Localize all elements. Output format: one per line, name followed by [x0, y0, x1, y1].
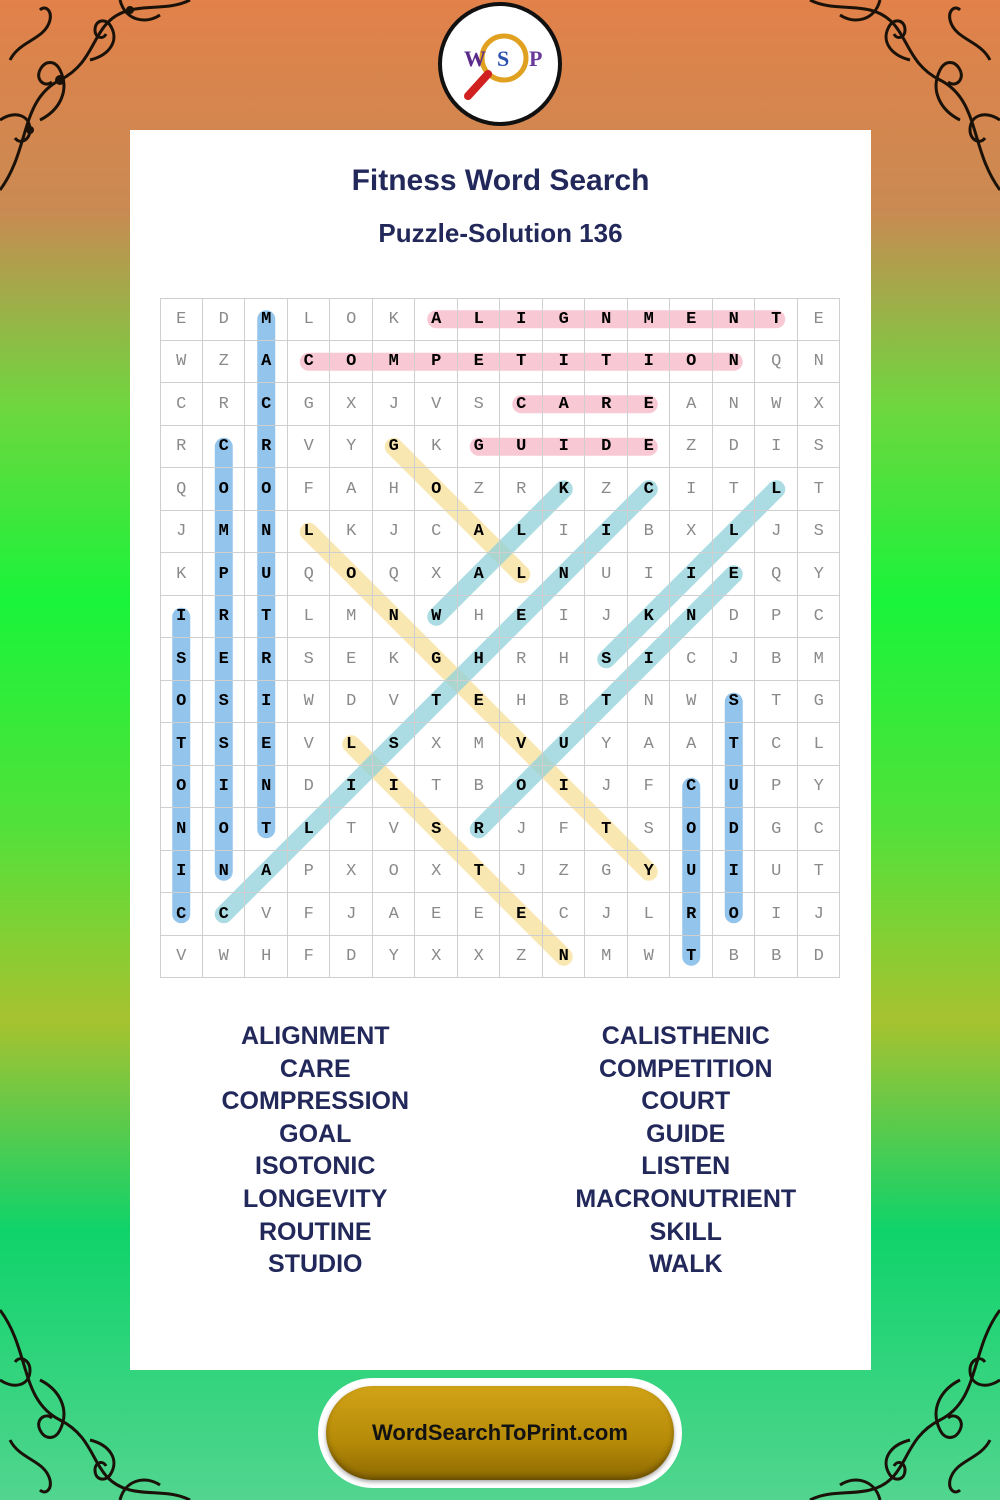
grid-cell[interactable]: D [203, 298, 246, 341]
grid-cell[interactable]: Y [373, 936, 416, 979]
grid-cell[interactable]: T [458, 851, 501, 894]
grid-cell[interactable]: X [330, 383, 373, 426]
grid-cell[interactable]: T [713, 468, 756, 511]
grid-cell[interactable]: X [415, 851, 458, 894]
grid-cell[interactable]: V [415, 383, 458, 426]
word-list-item: GUIDE [646, 1119, 726, 1148]
grid-cell[interactable]: J [330, 893, 373, 936]
word-list-item: COMPRESSION [221, 1087, 410, 1116]
grid-cell[interactable]: U [500, 426, 543, 469]
word-list-item: GOAL [279, 1119, 352, 1148]
grid-cell[interactable]: A [628, 723, 671, 766]
grid-cell[interactable]: N [245, 766, 288, 809]
grid-cell[interactable]: E [500, 596, 543, 639]
grid-cell[interactable]: H [245, 936, 288, 979]
page-title: Fitness Word Search [351, 164, 650, 197]
grid-cell[interactable]: O [500, 766, 543, 809]
grid-cell[interactable]: S [288, 638, 331, 681]
site-logo[interactable] [438, 2, 562, 126]
grid-cell[interactable]: C [288, 341, 331, 384]
grid-cell[interactable]: F [628, 766, 671, 809]
grid-cell[interactable]: N [798, 341, 841, 384]
grid-cell[interactable]: T [415, 766, 458, 809]
grid-cell[interactable]: W [288, 681, 331, 724]
grid-cell[interactable]: C [543, 893, 586, 936]
grid-cell[interactable]: T [713, 723, 756, 766]
grid-cell[interactable]: N [713, 341, 756, 384]
grid-cell[interactable]: I [628, 638, 671, 681]
grid-cell[interactable]: G [585, 851, 628, 894]
grid-cell[interactable]: B [755, 936, 798, 979]
grid-cell[interactable]: G [543, 298, 586, 341]
grid-cell[interactable]: E [500, 893, 543, 936]
grid-cell[interactable]: M [585, 936, 628, 979]
grid-cell[interactable]: D [330, 681, 373, 724]
word-list [130, 1020, 871, 1281]
grid-cell[interactable]: R [203, 383, 246, 426]
grid-cell[interactable]: J [585, 766, 628, 809]
grid-cell[interactable]: V [373, 681, 416, 724]
grid-cell[interactable]: O [670, 341, 713, 384]
grid-cell[interactable]: W [755, 383, 798, 426]
grid-cell[interactable]: I [585, 511, 628, 554]
page-subtitle: Puzzle-Solution 136 [378, 218, 623, 248]
grid-cell[interactable]: C [798, 808, 841, 851]
grid-cell[interactable]: Z [543, 851, 586, 894]
grid-cell[interactable]: B [543, 681, 586, 724]
grid-cell[interactable]: P [755, 766, 798, 809]
grid-cell[interactable]: V [245, 893, 288, 936]
grid-cell[interactable]: I [160, 596, 203, 639]
grid-cell[interactable]: A [458, 553, 501, 596]
grid-cell[interactable]: N [713, 298, 756, 341]
grid-cell[interactable]: U [670, 851, 713, 894]
grid-cell[interactable]: I [245, 681, 288, 724]
grid-cell[interactable]: W [415, 596, 458, 639]
grid-cell[interactable]: G [415, 638, 458, 681]
grid-cell[interactable]: L [500, 553, 543, 596]
grid-cell[interactable]: K [628, 596, 671, 639]
grid-cell[interactable]: Z [670, 426, 713, 469]
word-list-item: LONGEVITY [243, 1184, 388, 1213]
grid-cell[interactable]: T [585, 808, 628, 851]
grid-cell[interactable]: E [628, 426, 671, 469]
grid-cell[interactable]: I [543, 426, 586, 469]
grid-cell[interactable]: O [160, 681, 203, 724]
grid-cell[interactable]: O [713, 893, 756, 936]
grid-cell[interactable]: D [713, 808, 756, 851]
grid-cell[interactable]: C [245, 383, 288, 426]
grid-cell[interactable]: O [415, 468, 458, 511]
grid-cell[interactable]: B [628, 511, 671, 554]
grid-cell[interactable]: R [585, 383, 628, 426]
grid-cell[interactable]: C [670, 766, 713, 809]
grid-cell[interactable]: G [288, 383, 331, 426]
grid-cell[interactable]: H [373, 468, 416, 511]
grid-cell[interactable]: E [160, 298, 203, 341]
grid-cell[interactable]: A [330, 468, 373, 511]
grid-cell[interactable]: R [500, 468, 543, 511]
word-list-item: CALISTHENIC [601, 1022, 770, 1050]
grid-cell[interactable]: T [755, 681, 798, 724]
grid-cell[interactable]: F [288, 936, 331, 979]
grid-cell[interactable]: B [458, 766, 501, 809]
grid-cell[interactable]: M [458, 723, 501, 766]
grid-cell[interactable]: U [543, 723, 586, 766]
word-list-item: WALK [648, 1250, 723, 1279]
grid-cell[interactable]: A [543, 383, 586, 426]
grid-cell[interactable]: R [458, 808, 501, 851]
grid-cell[interactable]: C [628, 468, 671, 511]
grid-cell[interactable]: O [160, 766, 203, 809]
logo-letter-s: S [497, 46, 510, 71]
grid-cell[interactable]: D [713, 426, 756, 469]
grid-cell[interactable]: E [415, 893, 458, 936]
grid-cell[interactable]: J [160, 511, 203, 554]
grid-cell[interactable]: I [543, 766, 586, 809]
grid-cell[interactable]: I [330, 766, 373, 809]
logo-letter-w: W [464, 46, 486, 71]
grid-cell[interactable]: I [500, 298, 543, 341]
grid-cell[interactable]: L [458, 298, 501, 341]
grid-cell[interactable]: Q [160, 468, 203, 511]
puzzle-card [130, 130, 871, 1370]
grid-cell[interactable]: I [755, 893, 798, 936]
grid-cell[interactable]: T [330, 808, 373, 851]
grid-cell[interactable]: K [415, 426, 458, 469]
grid-cell[interactable]: H [458, 596, 501, 639]
word-list-item: STUDIO [268, 1250, 363, 1279]
grid-cell[interactable]: I [670, 553, 713, 596]
grid-cell[interactable]: K [330, 511, 373, 554]
grid-cell[interactable]: P [288, 851, 331, 894]
grid-cell[interactable]: F [288, 893, 331, 936]
grid-cell[interactable]: C [798, 596, 841, 639]
grid-cell[interactable]: L [500, 511, 543, 554]
grid-cell[interactable]: K [543, 468, 586, 511]
grid-cell[interactable]: I [543, 341, 586, 384]
grid-cell[interactable]: R [245, 426, 288, 469]
grid-cell[interactable]: I [713, 851, 756, 894]
grid-cell[interactable]: T [798, 468, 841, 511]
grid-cell[interactable]: N [160, 808, 203, 851]
grid-cell[interactable]: S [160, 638, 203, 681]
grid-cell[interactable]: E [713, 553, 756, 596]
grid-cell[interactable]: X [415, 553, 458, 596]
grid-cell[interactable]: X [330, 851, 373, 894]
grid-cell[interactable]: V [160, 936, 203, 979]
grid-cell[interactable]: X [415, 936, 458, 979]
grid-cell[interactable]: T [585, 681, 628, 724]
grid-cell[interactable]: R [203, 596, 246, 639]
grid-cell[interactable]: E [203, 638, 246, 681]
grid-cell[interactable]: C [415, 511, 458, 554]
grid-cell[interactable]: J [585, 893, 628, 936]
grid-cell[interactable]: O [670, 808, 713, 851]
grid-cell[interactable]: E [670, 298, 713, 341]
grid-cell[interactable]: X [415, 723, 458, 766]
word-list-item: LISTEN [641, 1152, 731, 1181]
grid-cell[interactable]: I [670, 468, 713, 511]
grid-cell[interactable]: X [670, 511, 713, 554]
grid-cell[interactable]: E [458, 341, 501, 384]
word-list-item: COMPETITION [598, 1054, 773, 1083]
grid-cell[interactable]: Z [203, 341, 246, 384]
grid-cell[interactable]: B [755, 638, 798, 681]
grid-cell[interactable]: M [203, 511, 246, 554]
grid-cell[interactable]: Q [288, 553, 331, 596]
grid-cell[interactable]: E [798, 298, 841, 341]
grid-cell[interactable]: Z [585, 468, 628, 511]
grid-cell[interactable]: L [628, 893, 671, 936]
grid-cell[interactable]: S [415, 808, 458, 851]
grid-cell[interactable]: Y [798, 553, 841, 596]
grid-cell[interactable]: M [373, 341, 416, 384]
grid-cell[interactable]: J [500, 851, 543, 894]
word-list-item: CARE [279, 1054, 351, 1083]
grid-cell[interactable]: O [203, 808, 246, 851]
grid-cell[interactable]: O [330, 298, 373, 341]
grid-cell[interactable]: S [203, 681, 246, 724]
grid-cell[interactable]: S [798, 511, 841, 554]
grid-cell[interactable]: A [415, 298, 458, 341]
word-search-grid [160, 298, 840, 978]
grid-cell[interactable]: Y [628, 851, 671, 894]
grid-cell[interactable]: N [628, 681, 671, 724]
grid-cell[interactable]: G [755, 808, 798, 851]
grid-cell[interactable]: L [288, 808, 331, 851]
grid-cell[interactable]: G [373, 426, 416, 469]
grid-cell[interactable]: E [330, 638, 373, 681]
grid-cell[interactable]: S [713, 681, 756, 724]
grid-cell[interactable]: N [585, 298, 628, 341]
grid-cell[interactable]: N [670, 596, 713, 639]
grid-cell[interactable]: S [203, 723, 246, 766]
grid-cell[interactable]: V [373, 808, 416, 851]
grid-cell[interactable]: B [713, 936, 756, 979]
website-label: WordSearchToPrint.com [372, 1420, 628, 1445]
grid-cell[interactable]: Z [458, 468, 501, 511]
grid-cell[interactable]: Q [755, 553, 798, 596]
grid-cell[interactable]: J [373, 511, 416, 554]
word-list-item: ROUTINE [259, 1217, 372, 1246]
grid-cell[interactable]: A [670, 383, 713, 426]
grid-cell[interactable]: C [203, 426, 246, 469]
grid-cell[interactable]: M [798, 638, 841, 681]
word-list-item: MACRONUTRIENT [575, 1184, 797, 1213]
grid-cell[interactable]: R [670, 893, 713, 936]
grid-cell[interactable]: T [500, 341, 543, 384]
grid-cell[interactable]: D [585, 426, 628, 469]
grid-cell[interactable]: V [288, 426, 331, 469]
grid-cell[interactable]: C [500, 383, 543, 426]
grid-cell[interactable]: N [713, 383, 756, 426]
grid-cell[interactable]: I [373, 766, 416, 809]
grid-cell[interactable]: Y [330, 426, 373, 469]
website-button[interactable] [318, 1378, 682, 1488]
word-list-right [501, 1020, 872, 1281]
grid-cell[interactable]: E [458, 681, 501, 724]
grid-cell[interactable]: L [798, 723, 841, 766]
grid-cell[interactable]: G [798, 681, 841, 724]
grid-cell[interactable]: A [373, 893, 416, 936]
grid-cell[interactable]: C [755, 723, 798, 766]
grid-cell[interactable]: T [415, 681, 458, 724]
grid-cell[interactable]: L [288, 511, 331, 554]
grid-cell[interactable]: J [585, 596, 628, 639]
grid-cell[interactable]: D [288, 766, 331, 809]
grid-cell[interactable]: L [755, 468, 798, 511]
grid-cell[interactable]: H [543, 638, 586, 681]
grid-cell[interactable]: C [670, 638, 713, 681]
grid-cell[interactable]: T [798, 851, 841, 894]
grid-cell[interactable]: A [458, 511, 501, 554]
grid-cell[interactable]: T [245, 808, 288, 851]
grid-cell[interactable]: K [373, 638, 416, 681]
grid-cell[interactable]: Z [500, 936, 543, 979]
grid-cell[interactable]: X [798, 383, 841, 426]
grid-cell[interactable]: P [755, 596, 798, 639]
grid-cell[interactable]: F [543, 808, 586, 851]
grid-cell[interactable]: L [288, 298, 331, 341]
grid-cell[interactable]: O [330, 341, 373, 384]
grid-cell[interactable]: T [670, 936, 713, 979]
grid-cell[interactable]: D [713, 596, 756, 639]
magnifier-logo-icon [442, 6, 558, 122]
grid-cell[interactable]: J [798, 893, 841, 936]
grid-cell[interactable]: R [245, 638, 288, 681]
grid-cell[interactable]: A [670, 723, 713, 766]
grid-cell[interactable]: A [245, 341, 288, 384]
grid-cell[interactable]: U [245, 553, 288, 596]
word-list-item: ALIGNMENT [240, 1022, 390, 1050]
grid-cell[interactable]: H [458, 638, 501, 681]
grid-cell[interactable]: I [160, 851, 203, 894]
grid-cell[interactable]: E [628, 383, 671, 426]
grid-cell[interactable]: H [500, 681, 543, 724]
grid-cell[interactable]: S [373, 723, 416, 766]
grid-cell[interactable]: N [543, 553, 586, 596]
grid-cell[interactable]: K [160, 553, 203, 596]
grid-cell[interactable]: L [330, 723, 373, 766]
grid-cell[interactable]: N [245, 511, 288, 554]
grid-cell[interactable]: U [585, 553, 628, 596]
grid-cell[interactable]: K [373, 298, 416, 341]
grid-cell[interactable]: J [755, 511, 798, 554]
grid-cell[interactable]: R [160, 426, 203, 469]
grid-cell[interactable]: F [288, 468, 331, 511]
grid-cell[interactable]: T [755, 298, 798, 341]
logo-letter-p: P [529, 46, 543, 71]
grid-cell[interactable]: C [203, 893, 246, 936]
grid-cell[interactable]: S [585, 638, 628, 681]
grid-cell[interactable]: M [628, 298, 671, 341]
grid-cell[interactable]: X [458, 936, 501, 979]
grid-cell[interactable]: I [543, 511, 586, 554]
grid-cell[interactable]: J [713, 638, 756, 681]
grid-cell[interactable]: E [245, 723, 288, 766]
grid-cell[interactable]: Q [373, 553, 416, 596]
grid-cell[interactable]: J [373, 383, 416, 426]
word-list-item: SKILL [649, 1217, 722, 1246]
grid-cell[interactable]: C [160, 893, 203, 936]
grid-cell[interactable]: S [458, 383, 501, 426]
grid-cell[interactable]: I [543, 596, 586, 639]
grid-cell[interactable]: O [203, 468, 246, 511]
grid-cell[interactable]: N [373, 596, 416, 639]
word-list-left [130, 1020, 501, 1281]
grid-cell[interactable]: L [713, 511, 756, 554]
grid-cell[interactable]: O [245, 468, 288, 511]
grid-cell[interactable]: V [288, 723, 331, 766]
grid-cell[interactable]: O [330, 553, 373, 596]
grid-cell[interactable]: M [245, 298, 288, 341]
grid-cell[interactable]: S [798, 426, 841, 469]
grid-cell[interactable]: W [203, 936, 246, 979]
grid-cell[interactable]: W [670, 681, 713, 724]
word-list-item: ISOTONIC [255, 1152, 376, 1181]
grid-cell[interactable]: C [160, 383, 203, 426]
grid-cell[interactable]: Y [798, 766, 841, 809]
grid-cell[interactable]: T [585, 341, 628, 384]
word-list-item: COURT [641, 1087, 731, 1116]
grid-cell[interactable]: Q [755, 341, 798, 384]
grid-cell[interactable]: D [798, 936, 841, 979]
grid-cell[interactable]: S [628, 808, 671, 851]
grid-cell[interactable]: G [458, 426, 501, 469]
grid-cell[interactable]: P [415, 341, 458, 384]
grid-cell[interactable]: N [543, 936, 586, 979]
grid-cell[interactable]: Y [585, 723, 628, 766]
grid-cell[interactable]: P [203, 553, 246, 596]
grid-cell[interactable]: T [245, 596, 288, 639]
grid-cell[interactable]: N [203, 851, 246, 894]
grid-cell[interactable]: R [500, 638, 543, 681]
grid-cell[interactable]: W [160, 341, 203, 384]
grid-cell[interactable]: A [245, 851, 288, 894]
grid-cell[interactable]: M [330, 596, 373, 639]
grid-cell[interactable]: O [373, 851, 416, 894]
grid-cell[interactable]: U [713, 766, 756, 809]
grid-cell[interactable]: U [755, 851, 798, 894]
grid-cell[interactable]: T [160, 723, 203, 766]
grid-cell[interactable]: J [500, 808, 543, 851]
grid-cell[interactable]: I [628, 341, 671, 384]
grid-cell[interactable]: L [288, 596, 331, 639]
grid-cell[interactable]: E [458, 893, 501, 936]
grid-cell[interactable]: I [628, 553, 671, 596]
grid-cell[interactable]: D [330, 936, 373, 979]
grid-cell[interactable]: W [628, 936, 671, 979]
grid-cell[interactable]: I [755, 426, 798, 469]
grid-cell[interactable]: V [500, 723, 543, 766]
grid-cell[interactable]: I [203, 766, 246, 809]
